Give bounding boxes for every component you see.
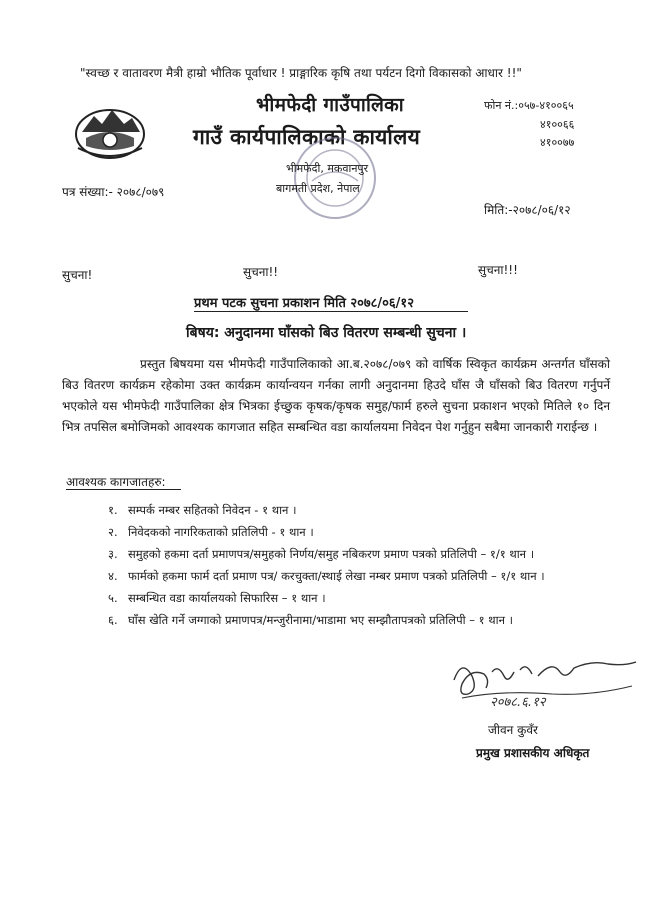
list-item — [108, 609, 545, 631]
publication-date-underline — [194, 311, 468, 312]
phone-number-3: ४१००७७ — [540, 136, 575, 149]
handwritten-signature — [432, 650, 642, 712]
list-item-text: निवेदकको नागरिकताको प्रतिलिपी - १ थान । — [128, 525, 314, 539]
list-item-text: सम्पर्क नम्बर सहितको निवेदन - १ थान । — [128, 503, 297, 517]
phone-number-2: ४१००६६ — [540, 118, 575, 131]
list-item-number: ३. — [108, 547, 118, 561]
list-item-text: घाँस खेति गर्ने जग्गाको प्रमाणपत्र/मन्जुरीनामा/भाडामा भए सम्झौतापत्रको प्रतिलिपी – १ थान । — [128, 613, 514, 627]
list-item-number: ४. — [108, 569, 118, 583]
list-item — [108, 565, 545, 587]
list-item-text: फार्मको हकमा फार्म दर्ता प्रमाण पत्र/ करचुक्ता/स्थाई लेखा नम्बर प्रमाण पत्रको प्रतिलिपी – १/१ थान । — [128, 569, 545, 583]
list-item-text: सम्बन्धित वडा कार्यालयको सिफारिस – १ थान । — [128, 591, 326, 605]
list-item — [108, 543, 545, 565]
requirements-heading-underline — [66, 489, 181, 490]
body-paragraph: प्रस्तुत बिषयमा यस भीमफेदी गाउँपालिकाको आ.ब.२०७८/०७९ को वार्षिक स्विकृत कार्यक्रम अन्तर्गत घाँसको बिउ वितरण कार्यक्रम रहेकोमा उक्त कार्यक्रम कार्यान्वयन गर्नका लागी अनुदानमा हिउदे घाँस जै घाँसको बिउ वितरण गर्नुपर्ने भएकोले यस भीमफेदी गाउँपालिका क्षेत्र भित्रका ईच्छुक कृषक/कृषक समुह/फार्म हरुले सुचना प्रकाशन भएको मितिले १० दिन भित्र तपसिल बमोजिमको आवश्यक कागजात सहित सम्बन्धित वडा कार्यालयमा निवेदन पेश गर्नुहुन सबैमा जानकारी गराईन्छ । — [62, 357, 610, 434]
office-title: गाउँ कार्यपालिकाको कार्यालय — [193, 125, 421, 149]
phone-number: फोन नं.:०५७-४१००६५ — [484, 99, 574, 112]
slogan: "स्वच्छ र वातावरण मैत्री हाम्रो भौतिक पूर्वाधार ! प्राङ्गारिक कृषि तथा पर्यटन दिगो विकासको आधार !!" — [80, 66, 522, 80]
reference-number: पत्र संख्या:- २०७८/०७९ — [62, 185, 165, 199]
publication-date: प्रथम पटक सुचना प्रकाशन मिति २०७८/०६/१२ — [194, 296, 414, 311]
notice-heading-2: सुचना!! — [243, 265, 279, 279]
list-item-number: १. — [108, 503, 118, 517]
address-line-1: भीमफेदी, मकवानपुर — [286, 162, 369, 175]
subject-line: बिषय: अनुदानमा घाँसको बिउ वितरण सम्बन्धी सुचना । — [186, 325, 467, 341]
list-item — [108, 587, 545, 609]
list-item — [108, 521, 545, 543]
letter-date: मिति:-२०७८/०६/१२ — [484, 203, 571, 217]
list-item-number: २. — [108, 525, 118, 539]
notice-heading-1: सुचना! — [62, 268, 93, 282]
address-line-2: बागमती प्रदेश, नेपाल — [276, 182, 360, 195]
requirements-list — [108, 499, 545, 631]
list-item-number: ५. — [108, 591, 118, 605]
list-item-number: ६. — [108, 613, 118, 627]
list-item-text: समुहको हकमा दर्ता प्रमाणपत्र/समुहको निर्णय/समुह नबिकरण प्रमाण पत्रको प्रतिलिपी – १/१ थान । — [128, 547, 535, 561]
office-stamp-icon — [290, 133, 380, 223]
signatory-title: प्रमुख प्रशासकीय अधिकृत — [476, 746, 590, 760]
office-name: भीमफेदी गाउँपालिका — [256, 94, 404, 116]
list-item — [108, 499, 545, 521]
requirements-heading: आवश्यक कागजातहरु: — [66, 475, 166, 489]
nepal-emblem-icon — [72, 102, 148, 162]
notice-heading-3: सुचना!!! — [478, 263, 518, 277]
signatory-name: जीवन कुवँर — [488, 723, 538, 737]
signature-date: २०७८.६.१२ — [490, 695, 546, 710]
